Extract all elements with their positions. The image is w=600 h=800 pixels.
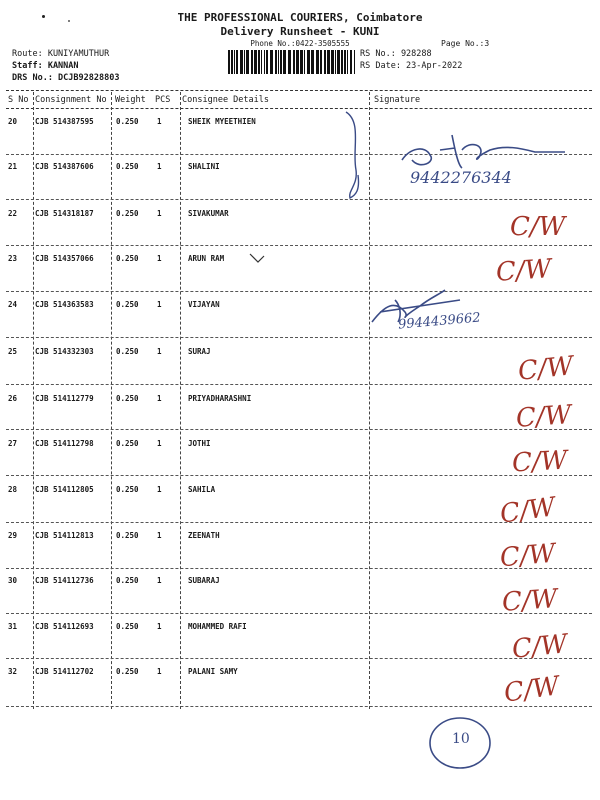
cell-weight: 0.250 xyxy=(116,667,139,676)
cell-consignment: CJB 514112736 xyxy=(35,576,94,585)
rs-number: RS No.: 928288 xyxy=(360,49,432,59)
cell-consignee: SHEIK MYEETHIEN xyxy=(188,117,256,126)
handwritten-cw: C/W xyxy=(501,584,559,618)
handwritten-cw: C/W xyxy=(511,445,569,479)
brace-mark xyxy=(346,112,359,198)
cell-consignee: ARUN RAM xyxy=(188,254,225,263)
cell-consignment: CJB 514112779 xyxy=(35,394,94,403)
handwritten-cw: C/W xyxy=(510,629,569,665)
column-header-sno: S No xyxy=(8,95,29,105)
handwritten-cw: C/W xyxy=(502,671,562,709)
handwritten-cw: C/W xyxy=(516,351,575,387)
cell-consignment: CJB 514112798 xyxy=(35,439,94,448)
cell-consignee: PRIYADHARASHNI xyxy=(188,394,252,403)
cell-sno: 23 xyxy=(8,254,18,263)
handwritten-phone: 9944439662 xyxy=(397,310,482,333)
cell-pcs: 1 xyxy=(157,209,162,218)
cell-weight: 0.250 xyxy=(116,254,139,263)
cell-pcs: 1 xyxy=(157,576,162,585)
cell-pcs: 1 xyxy=(157,300,162,309)
handwritten-cw: C/W xyxy=(515,400,573,434)
cell-consignment: CJB 514357066 xyxy=(35,254,94,263)
cell-weight: 0.250 xyxy=(116,576,139,585)
cell-weight: 0.250 xyxy=(116,531,139,540)
cell-pcs: 1 xyxy=(157,439,162,448)
cell-consignee: SHALINI xyxy=(188,162,220,171)
handwritten-cw: C/W xyxy=(495,254,553,288)
cell-consignee: PALANI SAMY xyxy=(188,667,238,676)
tick-mark xyxy=(250,254,264,262)
cell-pcs: 1 xyxy=(157,485,162,494)
cell-weight: 0.250 xyxy=(116,300,139,309)
rs-date: RS Date: 23-Apr-2022 xyxy=(360,61,463,71)
cell-weight: 0.250 xyxy=(116,347,139,356)
drs-number: DRS No.: DCJB92828803 xyxy=(12,73,120,83)
route-label: Route: KUNIYAMUTHUR xyxy=(12,49,110,59)
cell-pcs: 1 xyxy=(157,254,162,263)
cell-sno: 25 xyxy=(8,347,18,356)
cell-consignee: SUBARAJ xyxy=(188,576,220,585)
company-title: THE PROFESSIONAL COURIERS, Coimbatore xyxy=(177,11,423,24)
cell-consignment: CJB 514112702 xyxy=(35,667,94,676)
cell-sno: 28 xyxy=(8,485,18,494)
staff-label: Staff: KANNAN xyxy=(12,61,79,71)
column-header-consignment: Consignment No xyxy=(35,95,107,105)
handwritten-cw: C/W xyxy=(498,538,557,574)
sheet-title: Delivery Runsheet - KUNI xyxy=(220,25,380,38)
cell-pcs: 1 xyxy=(157,531,162,540)
column-header-signature: Signature xyxy=(374,95,421,105)
cell-weight: 0.250 xyxy=(116,394,139,403)
cell-weight: 0.250 xyxy=(116,485,139,494)
cell-consignee: ZEENATH xyxy=(188,531,220,540)
handwritten-phone: 9442276344 xyxy=(410,168,512,187)
page-number: Page No.:3 xyxy=(441,39,490,48)
cell-consignee: MOHAMMED RAFI xyxy=(188,622,247,631)
cell-weight: 0.250 xyxy=(116,117,139,126)
cell-sno: 27 xyxy=(8,439,18,448)
cell-consignee: SAHILA xyxy=(188,485,216,494)
cell-sno: 29 xyxy=(8,531,18,540)
cell-sno: 32 xyxy=(8,667,18,676)
cell-sno: 20 xyxy=(8,117,18,126)
cell-pcs: 1 xyxy=(157,162,162,171)
cell-sno: 30 xyxy=(8,576,18,585)
cell-consignment: CJB 514332303 xyxy=(35,347,94,356)
cell-consignment: CJB 514318187 xyxy=(35,209,94,218)
cell-sno: 22 xyxy=(8,209,18,218)
column-header-weight: Weight xyxy=(115,95,146,105)
cell-sno: 24 xyxy=(8,300,18,309)
cell-pcs: 1 xyxy=(157,394,162,403)
cell-consignee: JOTHI xyxy=(188,439,211,448)
cell-consignment: CJB 514363583 xyxy=(35,300,94,309)
cell-sno: 26 xyxy=(8,394,18,403)
cell-sno: 31 xyxy=(8,622,18,631)
cell-pcs: 1 xyxy=(157,622,162,631)
cell-consignment: CJB 514112805 xyxy=(35,485,94,494)
cell-weight: 0.250 xyxy=(116,439,139,448)
cell-weight: 0.250 xyxy=(116,209,139,218)
cell-consignee: SIVAKUMAR xyxy=(188,209,229,218)
cell-consignment: CJB 514112693 xyxy=(35,622,94,631)
cell-consignment: CJB 514387606 xyxy=(35,162,94,171)
column-header-consignee: Consignee Details xyxy=(182,95,269,105)
cell-consignee: VIJAYAN xyxy=(188,300,220,309)
cell-weight: 0.250 xyxy=(116,162,139,171)
phone-number: Phone No.:0422-3505555 xyxy=(250,39,350,48)
cell-pcs: 1 xyxy=(157,117,162,126)
handwritten-cw: C/W xyxy=(510,212,566,242)
cell-consignment: CJB 514112813 xyxy=(35,531,94,540)
cell-consignment: CJB 514387595 xyxy=(35,117,94,126)
cell-consignee: SURAJ xyxy=(188,347,211,356)
circled-number: 10 xyxy=(452,731,470,747)
cell-sno: 21 xyxy=(8,162,18,171)
cell-weight: 0.250 xyxy=(116,622,139,631)
signature-scribble xyxy=(402,135,565,168)
column-header-pcs: PCS xyxy=(155,95,171,105)
cell-pcs: 1 xyxy=(157,347,162,356)
handwritten-cw: C/W xyxy=(498,492,558,530)
cell-pcs: 1 xyxy=(157,667,162,676)
